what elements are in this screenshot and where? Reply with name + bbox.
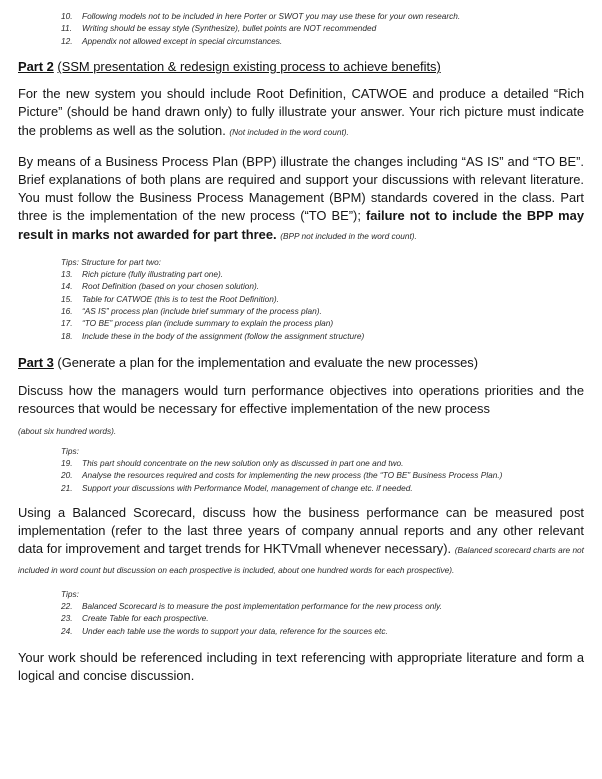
part3-tips-list-2 (61, 600, 584, 637)
part3-paragraph-1: Discuss how the managers would turn performance objectives into operations priorities and the resources that would be necessary for effective implementation of the new process (18, 383, 584, 417)
document-page (18, 10, 584, 685)
part3-label: Part 3 (18, 355, 54, 371)
top-instruction-list (61, 10, 584, 47)
part2-paragraph-1: For the new system you should include Root Definition, CATWOE and produce a detailed “Rich Picture” (should be hand drawn only) to fully illustrate your answer. Your rich picture must indicate the problems as well as the solution. (Not included in the word count). (18, 86, 584, 138)
list-item: 11. Writing should be essay style (Synthesize), bullet points are NOT recommended (61, 23, 377, 34)
list-item: 13. Rich picture (fully illustrating part one). (61, 268, 224, 279)
part2-tips-list (61, 268, 584, 342)
part2-title: (SSM presentation & redesign existing process to achieve benefits) (57, 59, 441, 75)
tips-label: Tips: (61, 588, 79, 599)
part3-title: (Generate a plan for the implementation and evaluate the new processes) (57, 355, 479, 371)
list-item: 20. Analyse the resources required and costs for implementing the new process (the “TO BE” Business Process Plan.) (61, 470, 503, 481)
scorecard-note: (Balanced scorecard charts are not included in word count but discussion on each prospective is included, about one hundred words for each prospective). (18, 545, 584, 575)
part3-heading (18, 354, 584, 371)
list-item: 14. Root Definition (based on your chosen solution). (61, 281, 260, 292)
tips-label: Tips: Structure for part two: (61, 256, 161, 267)
list-item: 18. Include these in the body of the assignment (follow the assignment structure) (61, 330, 365, 341)
part3-paragraph-2: Using a Balanced Scorecard, discuss how the business performance can be measured post implementation (refer to the last three years of company annual reports and any other relevant data for improvement and target trends for HKTVmall whenever necessary). (Balanced scorecard charts are not included in word count but discussion on each prospective is included, about one hundred words for each prospective). (18, 504, 584, 575)
list-item: 22. Balanced Scorecard is to measure the post implementation performance for the new process only. (61, 600, 443, 611)
part3-tips-list-1 (61, 457, 584, 494)
list-item: 15. Table for CATWOE (this is to test the Root Definition). (61, 293, 279, 304)
part3-tips-2 (61, 589, 584, 637)
part2-label: Part 2 (18, 59, 54, 75)
word-count-note: (about six hundred words). (18, 425, 117, 436)
list-item: 23. Create Table for each prospective. (61, 613, 209, 624)
word-count-note: (Not included in the word count). (229, 126, 349, 137)
bpp-warning: failure not to include the BPP may result in marks not awarded for part three. (18, 208, 584, 242)
list-item: 16. “AS IS” process plan (include brief summary of the process plan). (61, 306, 322, 317)
part2-paragraph-2: By means of a Business Process Plan (BPP) illustrate the changes including “AS IS” and “TO BE”. Brief explanations of both plans are required and support your discussions with relevant literature. You must follow the Business Process Management (BPM) standards covered in the class. Part three is the implementation of the new process (“TO BE”); failure not to include the BPP may result in marks not awarded for part three. (BPP not included in the word count). (18, 153, 584, 242)
part2-heading (18, 58, 584, 75)
list-item: 17. “TO BE” process plan (include summary to explain the process plan) (61, 318, 334, 329)
list-item: 12. Appendix not allowed except in special circumstances. (61, 35, 283, 46)
list-item: 21. Support your discussions with Performance Model, management of change etc. if needed. (61, 482, 413, 493)
list-item: 19. This part should concentrate on the new solution only as discussed in part one and two. (61, 457, 404, 468)
closing-paragraph: Your work should be referenced including in text referencing with appropriate literature and form a logical and concise discussion. (18, 649, 584, 684)
list-item: 24. Under each table use the words to support your data, reference for the sources etc. (61, 625, 388, 636)
part3-tips-1 (61, 446, 584, 494)
list-item: 10. Following models not to be included in here Porter or SWOT you may use these for your own research. (61, 11, 461, 21)
part2-tips (61, 257, 584, 342)
tips-label: Tips: (61, 445, 79, 456)
bpp-note: (BPP not included in the word count). (280, 230, 417, 241)
